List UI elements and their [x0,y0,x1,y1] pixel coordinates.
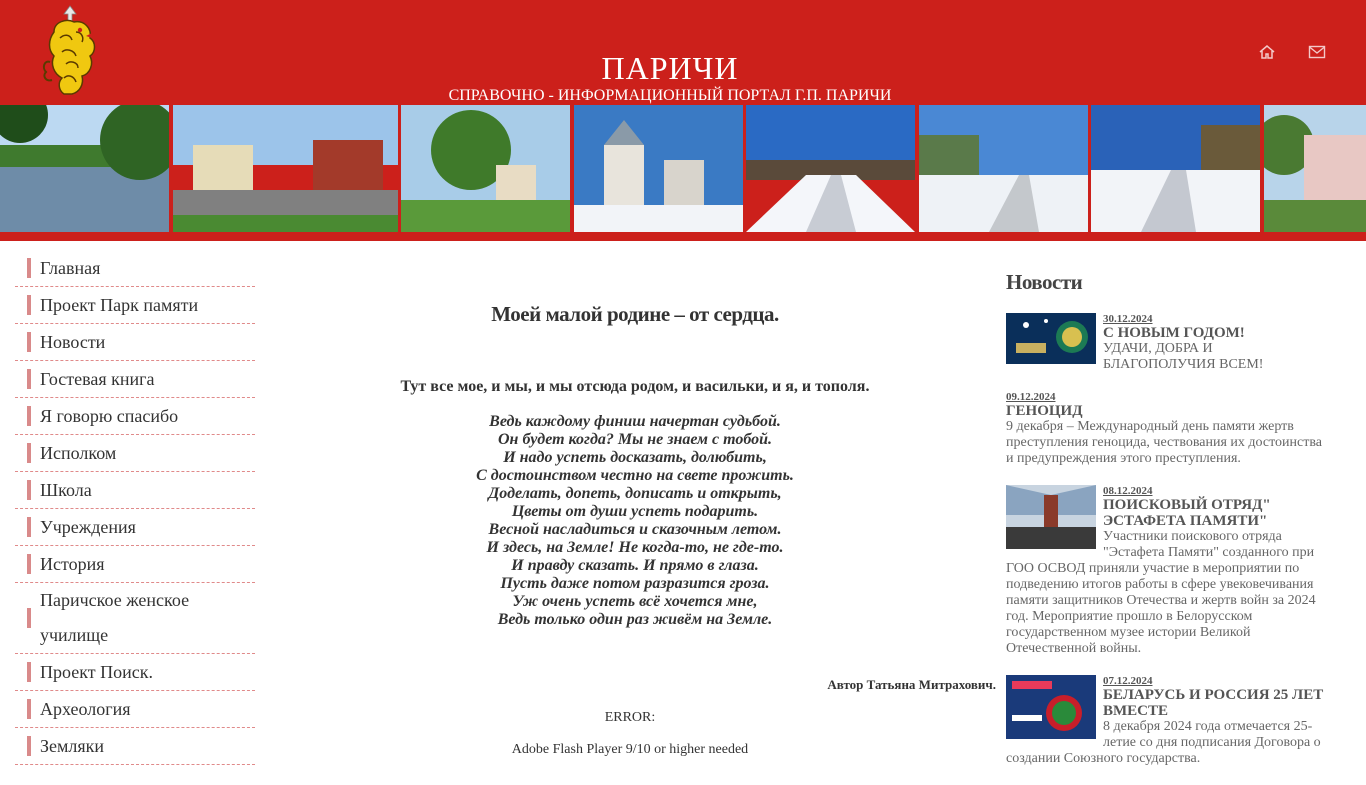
nav-marker [27,480,31,500]
news-title[interactable]: ПОИСКОВЫЙ ОТРЯД" ЭСТАФЕТА ПАМЯТИ" [1103,497,1271,529]
nav-marker [27,369,31,389]
poem-line: Уж очень успеть всё хочется мне, [512,593,758,610]
poem-line: И здесь, на Земле! Не когда-то, не где-то. [486,539,784,556]
news-summary: 8 декабря 2024 года отмечается 25-летие со дня подписания Договора о создании Союзного государства. [1006,719,1321,766]
poem-line: Цветы от души успеть подарить. [511,503,759,520]
news-summary: 9 декабря – Международный день памяти жертв преступления геноцида, чествования их достоинства и предупреждения этого преступления. [1006,419,1322,466]
sidebar-item-thanks[interactable]: Я говорю спасибо [15,398,255,435]
sidebar-item-history[interactable]: История [15,546,255,583]
nav-marker [27,608,31,628]
mail-icon[interactable] [1307,42,1327,62]
nav-marker [27,736,31,756]
news-thumbnail[interactable] [1006,485,1096,549]
intro-line: Тут все мое, и мы, и мы отсюда родом, и васильки, и я, и тополя. [400,378,870,395]
nav-marker [27,406,31,426]
nav-marker [27,332,31,352]
nav-marker [27,443,31,463]
photo-gallery-strip [0,105,1366,241]
gallery-photo-winter-road-3[interactable] [1091,105,1260,232]
nav-marker [27,517,31,537]
sidebar-nav [15,250,255,765]
sidebar-item-institutions[interactable]: Учреждения [15,509,255,546]
poem-line: С достоинством честно на свете прожить. [476,467,794,484]
news-thumbnail[interactable] [1006,675,1096,739]
sidebar-item-news[interactable]: Новости [15,324,255,361]
poem-line: Ведь каждому финиш начертан судьбой. [489,413,781,430]
poem-line: Он будет когда? Мы не знаем с тобой. [498,431,772,448]
poem-line: И правду сказать. И прямо в глаза. [511,557,759,574]
poem-author: Автор Татьяна Митрахович. [827,677,996,692]
gallery-photo-square[interactable] [173,105,398,232]
flash-error-label: ERROR: [604,710,656,725]
gallery-photo-church[interactable] [574,105,743,232]
poem [270,413,1000,629]
site-subtitle: СПРАВОЧНО - ИНФОРМАЦИОННЫЙ ПОРТАЛ Г.П. ПАРИЧИ [448,87,892,104]
sidebar-item-home[interactable]: Главная [15,250,255,287]
news-item[interactable] [1006,675,1326,767]
gallery-photo-winter-road-2[interactable] [919,105,1088,232]
sidebar-item-archaeology[interactable]: Археология [15,691,255,728]
news-summary: Участники поискового отряда "Эстафета Памяти" созданного при ГОО ОСВОД приняли участие в мероприятии по подведению итогов работы в сфере увековечивания памяти защитников Отечества и жертв войн за 2024 год. Мероприятие прошло в Белорусском государственном музее истории Великой Отечественной войны. [1006,529,1316,656]
home-icon[interactable] [1257,42,1277,62]
news-item[interactable] [1006,485,1326,657]
sidebar-item-memory-park[interactable]: Проект Парк памяти [15,287,255,324]
nav-marker [27,699,31,719]
sidebar-item-guestbook[interactable]: Гостевая книга [15,361,255,398]
gallery-photo-building[interactable] [1264,105,1366,232]
news-date: 07.12.2024 [1103,675,1153,687]
news-heading: Новости [1006,270,1083,294]
nav-marker [27,554,31,574]
news-column [1006,270,1326,785]
news-thumbnail[interactable] [1006,313,1096,364]
nav-marker [27,662,31,682]
site-header [0,0,1366,105]
news-title[interactable]: ГЕНОЦИД [1006,403,1083,419]
gallery-photo-winter-road-1[interactable] [746,105,915,232]
news-date: 08.12.2024 [1103,485,1153,497]
poem-line: И надо успеть досказать, долюбить, [503,449,767,466]
flash-required-message: Adobe Flash Player 9/10 or higher needed [511,742,749,757]
news-summary: УДАЧИ, ДОБРА И БЛАГОПОЛУЧИЯ ВСЕМ! [1103,341,1264,372]
poem-line: Доделать, допеть, дописать и открыть, [488,485,782,502]
news-date: 09.12.2024 [1006,391,1056,403]
nav-marker [27,258,31,278]
gallery-photo-street[interactable] [401,105,570,232]
page-title: Моей малой родине – от сердца. [491,302,779,326]
poem-line: Весной насладиться и сказочным летом. [488,521,782,538]
nav-marker [27,295,31,315]
news-title[interactable]: С НОВЫМ ГОДОМ! [1103,325,1245,341]
poem-line: Ведь только один раз живём на Земле. [497,611,773,628]
gallery-photo-river[interactable] [0,105,169,232]
site-title: ПАРИЧИ [601,50,739,86]
news-item[interactable] [1006,313,1326,373]
sidebar-item-executive-committee[interactable]: Исполком [15,435,255,472]
news-item[interactable] [1006,391,1326,467]
news-title[interactable]: БЕЛАРУСЬ И РОССИЯ 25 ЛЕТ ВМЕСТЕ [1103,687,1324,719]
sidebar-item-womens-college[interactable]: Паричское женское училище [15,583,255,654]
news-date: 30.12.2024 [1103,313,1153,325]
poem-line: Пусть даже потом разразится гроза. [500,575,770,592]
sidebar-item-school[interactable]: Школа [15,472,255,509]
sidebar-item-countrymen[interactable]: Земляки [15,728,255,765]
sidebar-item-search-project[interactable]: Проект Поиск. [15,654,255,691]
